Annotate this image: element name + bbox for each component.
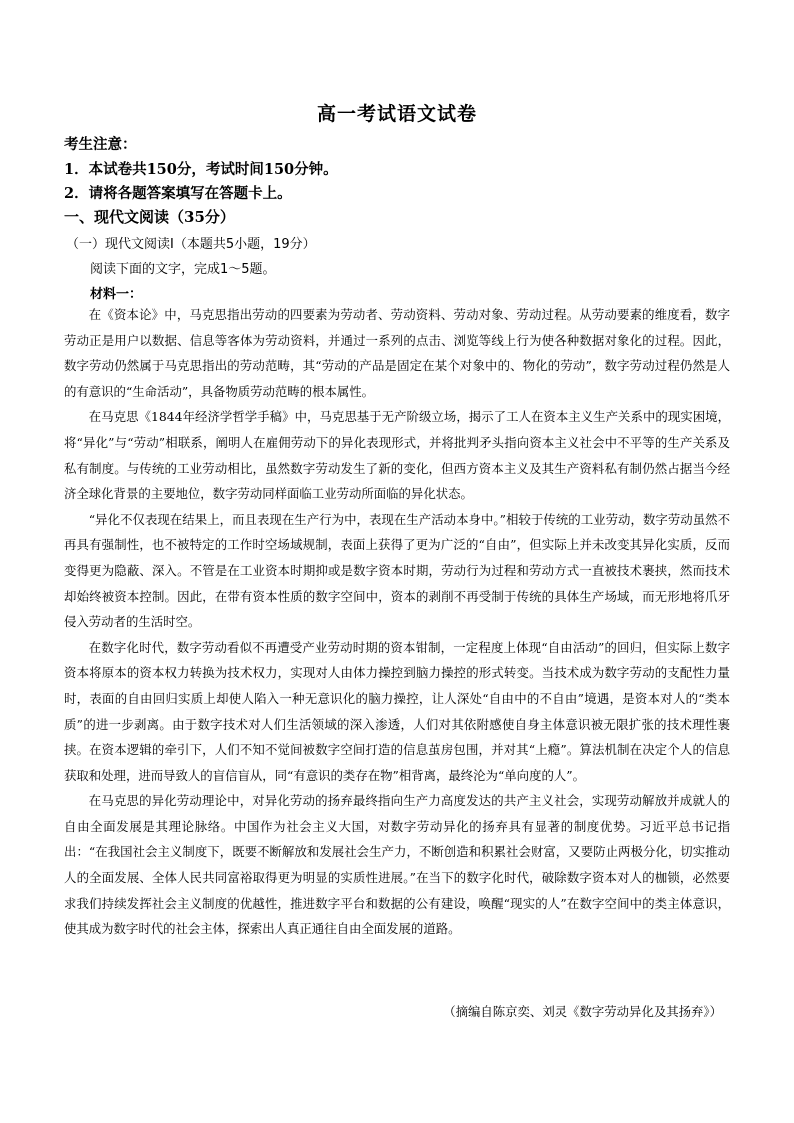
source-citation: （摘编自陈京奕、刘灵《数字劳动异化及其扬弃》） [443,1004,722,1019]
notice-heading: 考生注意： [64,136,137,153]
notice-item-2: 2．请将各题答案填写在答题卡上。 [64,185,292,202]
exam-title: 高一考试语文试卷 [316,103,477,125]
article-body [64,302,730,942]
paragraph: 在马克思的异化劳动理论中，对异化劳动的扬弃最终指向生产力高度发达的共产主义社会，实现劳动解放并成就人的自由全面发展是其理论脉络。中国作为社会主义大国，对数字劳动异化的扬弃具有显著的制度优势。习近平总书记指出：“在我国社会主义制度下，既要不断解放和发展社会生产力，不断创造和积累社会财富，又要防止两极分化，切实推动人的全面发展、全体人民共同富裕取得更为明显的实质性进展。”在当下的数字化时代，破除数字资本对人的枷锁，必然要求我们持续发挥社会主义制度的优越性，推进数字平台和数据的公有建设，唤醒“现实的人”在数字空间中的类主体意识，使其成为数字时代的社会主体，探索出人真正通往自由全面发展的道路。 [64,793,730,937]
section-title: 一、现代文阅读（35分） [64,208,235,226]
subsection-title: （一）现代文阅读Ⅰ（本题共5小题，19分） [66,237,316,252]
paragraph: 在马克思《1844年经济学哲学手稿》中，马克思基于无产阶级立场，揭示了工人在资本主义生产关系中的现实困境，将“异化”与“劳动”相联系，阐明人在雇佣劳动下的异化表现形式，并将批判矛头指向资本主义社会中不平等的生产关系及私有制度。与传统的工业劳动相比，虽然数字劳动发生了新的变化，但西方资本主义及其生产资料私有制仍然占据当今经济全球化背景的主要地位，数字劳动同样面临工业劳动所面临的异化状态。 [64,409,730,502]
reading-instruction: 阅读下面的文字，完成1～5题。 [90,262,276,277]
paragraph: 在数字化时代，数字劳动看似不再遭受产业劳动时期的资本钳制，一定程度上体现“自由活动”的回归，但实际上数字资本将原本的资本权力转换为技术权力，实现对人由体力操控到脑力操控的形式转变。当技术成为数字劳动的支配性力量时，表面的自由回归实质上却使人陷入一种无意识化的脑力操控，让人深处“自由中的不自由”境遇，是资本对人的“类本质”的进一步剥离。由于数字技术对人们生活领域的深入渗透，人们对其依附感使自身主体意识被无限扩张的技术理性裹挟。在资本逻辑的牵引下，人们不知不觉间被数字空间打造的信息茧房包围，并对其“上瘾”。算法机制在决定个人的信息获取和处理，进而导致人的盲信盲从，同“有意识的类存在物”相背离，最终沦为“单向度的人”。 [64,639,730,783]
paragraph: 在《资本论》中，马克思指出劳动的四要素为劳动者、劳动资料、劳动对象、劳动过程。从劳动要素的维度看，数字劳动正是用户以数据、信息等客体为劳动资料，并通过一系列的点击、浏览等线上行为使各种数据对象化的过程。因此，数字劳动仍然属于马克思指出的劳动范畴，其“劳动的产品是固定在某个对象中的、物化的劳动”，数字劳动过程仍然是人的有意识的“生命活动”，具备物质劳动范畴的根本属性。 [64,307,730,399]
notice-item-1: 1．本试卷共150分，考试时间150分钟。 [64,161,338,178]
paragraph: “异化不仅表现在结果上，而且表现在生产行为中，表现在生产活动本身中。”相较于传统的工业劳动，数字劳动虽然不再具有强制性，也不被特定的工作时空场域规制，表面上获得了更为广泛的“自由”，但实际上并未改变其异化实质，反而变得更为隐蔽、深入。不管是在工业资本时期抑或是数字资本时期，劳动行为过程和劳动方式一直被技术裹挟，然而技术却始终被资本控制。因此，在带有资本性质的数字空间中，资本的剥削不再受制于传统的具体生产场域，而无形地将爪牙侵入劳动者的生活时空。 [64,511,730,630]
material-label: 材料一： [90,287,143,302]
